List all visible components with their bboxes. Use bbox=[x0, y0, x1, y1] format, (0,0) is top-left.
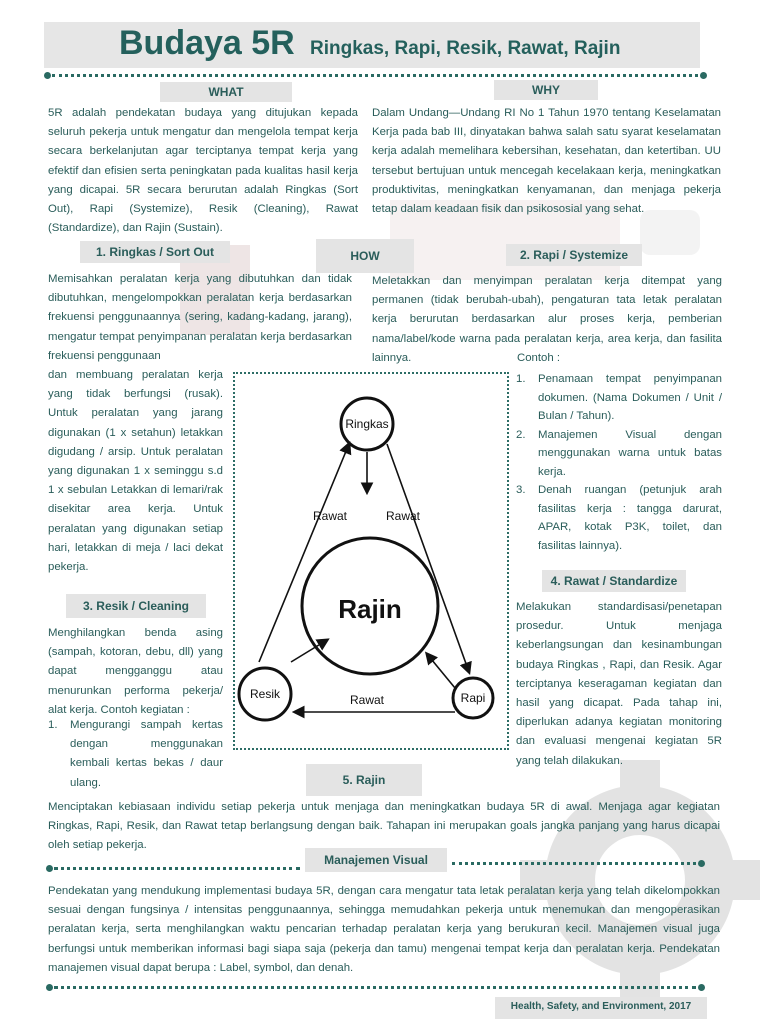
top-divider bbox=[52, 74, 698, 77]
resik-text: Menghilangkan benda asing (sampah, kotoran, debu, dll) yang dapat mengganggu atau menurunkan performa pekerja/ alat kerja. Contoh kegiatan : bbox=[48, 627, 223, 716]
page-subtitle: Ringkas, Rapi, Resik, Rawat, Rajin bbox=[310, 38, 621, 59]
rajin-label: Rajin bbox=[338, 594, 402, 624]
manajemen-divider-left bbox=[54, 867, 300, 870]
ringkas-label: 1. Ringkas / Sort Out bbox=[80, 241, 230, 263]
list-item: 2. Manajemen Visual dengan menggunakan warna untuk batas kerja. bbox=[516, 428, 722, 478]
manajemen-visual-label: Manajemen Visual bbox=[305, 848, 447, 872]
rapi-label: 2. Rapi / Systemize bbox=[506, 244, 642, 266]
resik-label: 3. Resik / Cleaning bbox=[66, 594, 206, 618]
list-item: 1. Penamaan tempat penyimpanan dokumen. (Nama Dokumen / Unit / Bulan / Tahun). bbox=[516, 373, 722, 422]
list-item: 3. Denah ruangan (petunjuk arah fasilitas kerja : tangga darurat, APAR, kotak P3K, toilet, dan fasilitas lainnya). bbox=[516, 484, 722, 552]
manajemen-divider-right bbox=[452, 862, 696, 865]
rajin-section-label: 5. Rajin bbox=[306, 764, 422, 796]
footer-credit: Health, Safety, and Environment, 2017 bbox=[495, 997, 707, 1019]
rajin-text: Menciptakan kebiasaan individu setiap pekerja untuk menjaga dan meningkatkan budaya 5R di awal. Menjaga agar kegiatan Ringkas, Rapi, Resik, dan Rawat tetap berlangsung dengan baik. Tahapan ini merupakan goals jangka panjang yang harus dicapai oleh setiap pekerja. bbox=[48, 801, 720, 852]
resik-node-label: Resik bbox=[249, 687, 281, 701]
divider-dot bbox=[698, 860, 705, 867]
ringkas-text: Memisahkan peralatan kerja yang dibutuhkan dan tidak dibutuhkan, mengelompokkan peralatan kerja berdasarkan frekuensi penggunaannya (sering, kadang-kadang, jarang), mengatur tempat penyimpanan peralatan kerja berdasarkan frekuensi penggunaan bbox=[48, 273, 352, 362]
rapi-examples-list bbox=[516, 370, 722, 555]
rawat-label: 4. Rawat / Standardize bbox=[542, 570, 686, 592]
divider-dot bbox=[46, 865, 53, 872]
divider-dot bbox=[44, 72, 51, 79]
rawat-text: Melakukan standardisasi/penetapan prosedur. Untuk menjaga keberlangsungan dan kesinambungan budaya Ringkas , Rapi, dan Resik. Agar terciptanya keseragaman kegiatan dan hasil yang dicapat. Pada tahap ini, diperlukan adanya kegiatan monitoring dan evaluasi mengenai kegiatan 5R yang telah dilakukan. bbox=[516, 601, 722, 767]
edge-label-rawat-left: Rawat bbox=[312, 509, 348, 523]
divider-dot bbox=[698, 984, 705, 991]
arrow-rapi-to-rajin bbox=[427, 654, 455, 688]
manajemen-visual-text: Pendekatan yang mendukung implementasi budaya 5R, dengan cara mengatur tata letak peralatan kerja yang telah dikelompokkan sesuai dengan fungsinya / intensitas penggunaannya, sehingga memudahkan pekerja untuk menemukan dan mengoperasikan peralatan kerja, serta menghilangkan waktu pencarian terhadap peralatan kerja yang berukuran kecil. Manajemen visual juga berfungsi untuk memberikan informasi bagi siapa saja (pekerja dan tamu) mengenai tempat kerja dan peralatan kerja. Pendekatan manajemen visual dapat berupa : Label, symbol, dan denah. bbox=[48, 885, 720, 974]
why-text: Dalam Undang—Undang RI No 1 Tahun 1970 tentang Keselamatan Kerja pada bab III, dinyatakan bahwa salah satu syarat keselamatan kerja adalah memelihara kebersihan, kesehatan, dan ketertiban. UU tersebut bertujuan untuk mencegah kecelakaan kerja, meningkatkan produktivitas, meningkatkan kenyamanan, dan menjaga pekerja tetap dalam keadaan fisik dan psikososial yang sehat. bbox=[372, 107, 721, 216]
resik-examples-list bbox=[48, 716, 223, 793]
divider-dot bbox=[700, 72, 707, 79]
rapi-text: Meletakkan dan menyimpan peralatan kerja ditempat yang permanen (tidak berubah-ubah), pengaturan tata letak peralatan kerja berurutan berdasarkan alur proses kerja, pemberian nama/label/kode warna pada peralatan kerja, area kerja, dan fasilita lainnya. bbox=[372, 275, 722, 364]
divider-dot bbox=[46, 984, 53, 991]
bottom-divider bbox=[54, 986, 696, 989]
how-label: HOW bbox=[316, 239, 414, 273]
list-item: 1. Mengurangi sampah kertas dengan menggunakan kembali kertas bekas / daur ulang. bbox=[48, 719, 223, 789]
rapi-node-label: Rapi bbox=[460, 691, 486, 705]
ringkas-node-label: Ringkas bbox=[345, 417, 389, 431]
ringkas-text-continued: dan membuang peralatan kerja yang tidak berfungsi (rusak). Untuk peralatan yang jarang digunakan (1 x setahun) letakkan digudang / arsip. Untuk peralatan yang digunakan 1 x seminggu s.d 1 x sebulan Letakkan di lemari/rak disekitar area kerja. Untuk peralatan yang digunakan setiap hari, letakkan di meja / laci dekat pekerja. bbox=[48, 369, 223, 574]
what-label: WHAT bbox=[160, 82, 292, 102]
edge-label-rawat-bottom: Rawat bbox=[349, 693, 385, 707]
edge-label-rawat-right: Rawat bbox=[385, 509, 421, 523]
why-label: WHY bbox=[494, 80, 598, 100]
5r-cycle-diagram bbox=[233, 372, 509, 750]
rapi-contoh-label: Contoh : bbox=[517, 352, 561, 364]
page-title: Budaya 5R bbox=[119, 24, 295, 62]
what-text: 5R adalah pendekatan budaya yang ditujukan kepada seluruh pekerja untuk mengatur dan mengelola tempat kerja secara berkelanjutan agar terciptanya tempat kerja yang efektif dan efisien serta peningkatan pada kualitas hasil kerja yang dicapai. 5R secara berurutan adalah Ringkas (Sort Out), Rapi (Systemize), Resik (Cleaning), Rawat (Standardize), dan Rajin (Sustain). bbox=[48, 107, 358, 235]
